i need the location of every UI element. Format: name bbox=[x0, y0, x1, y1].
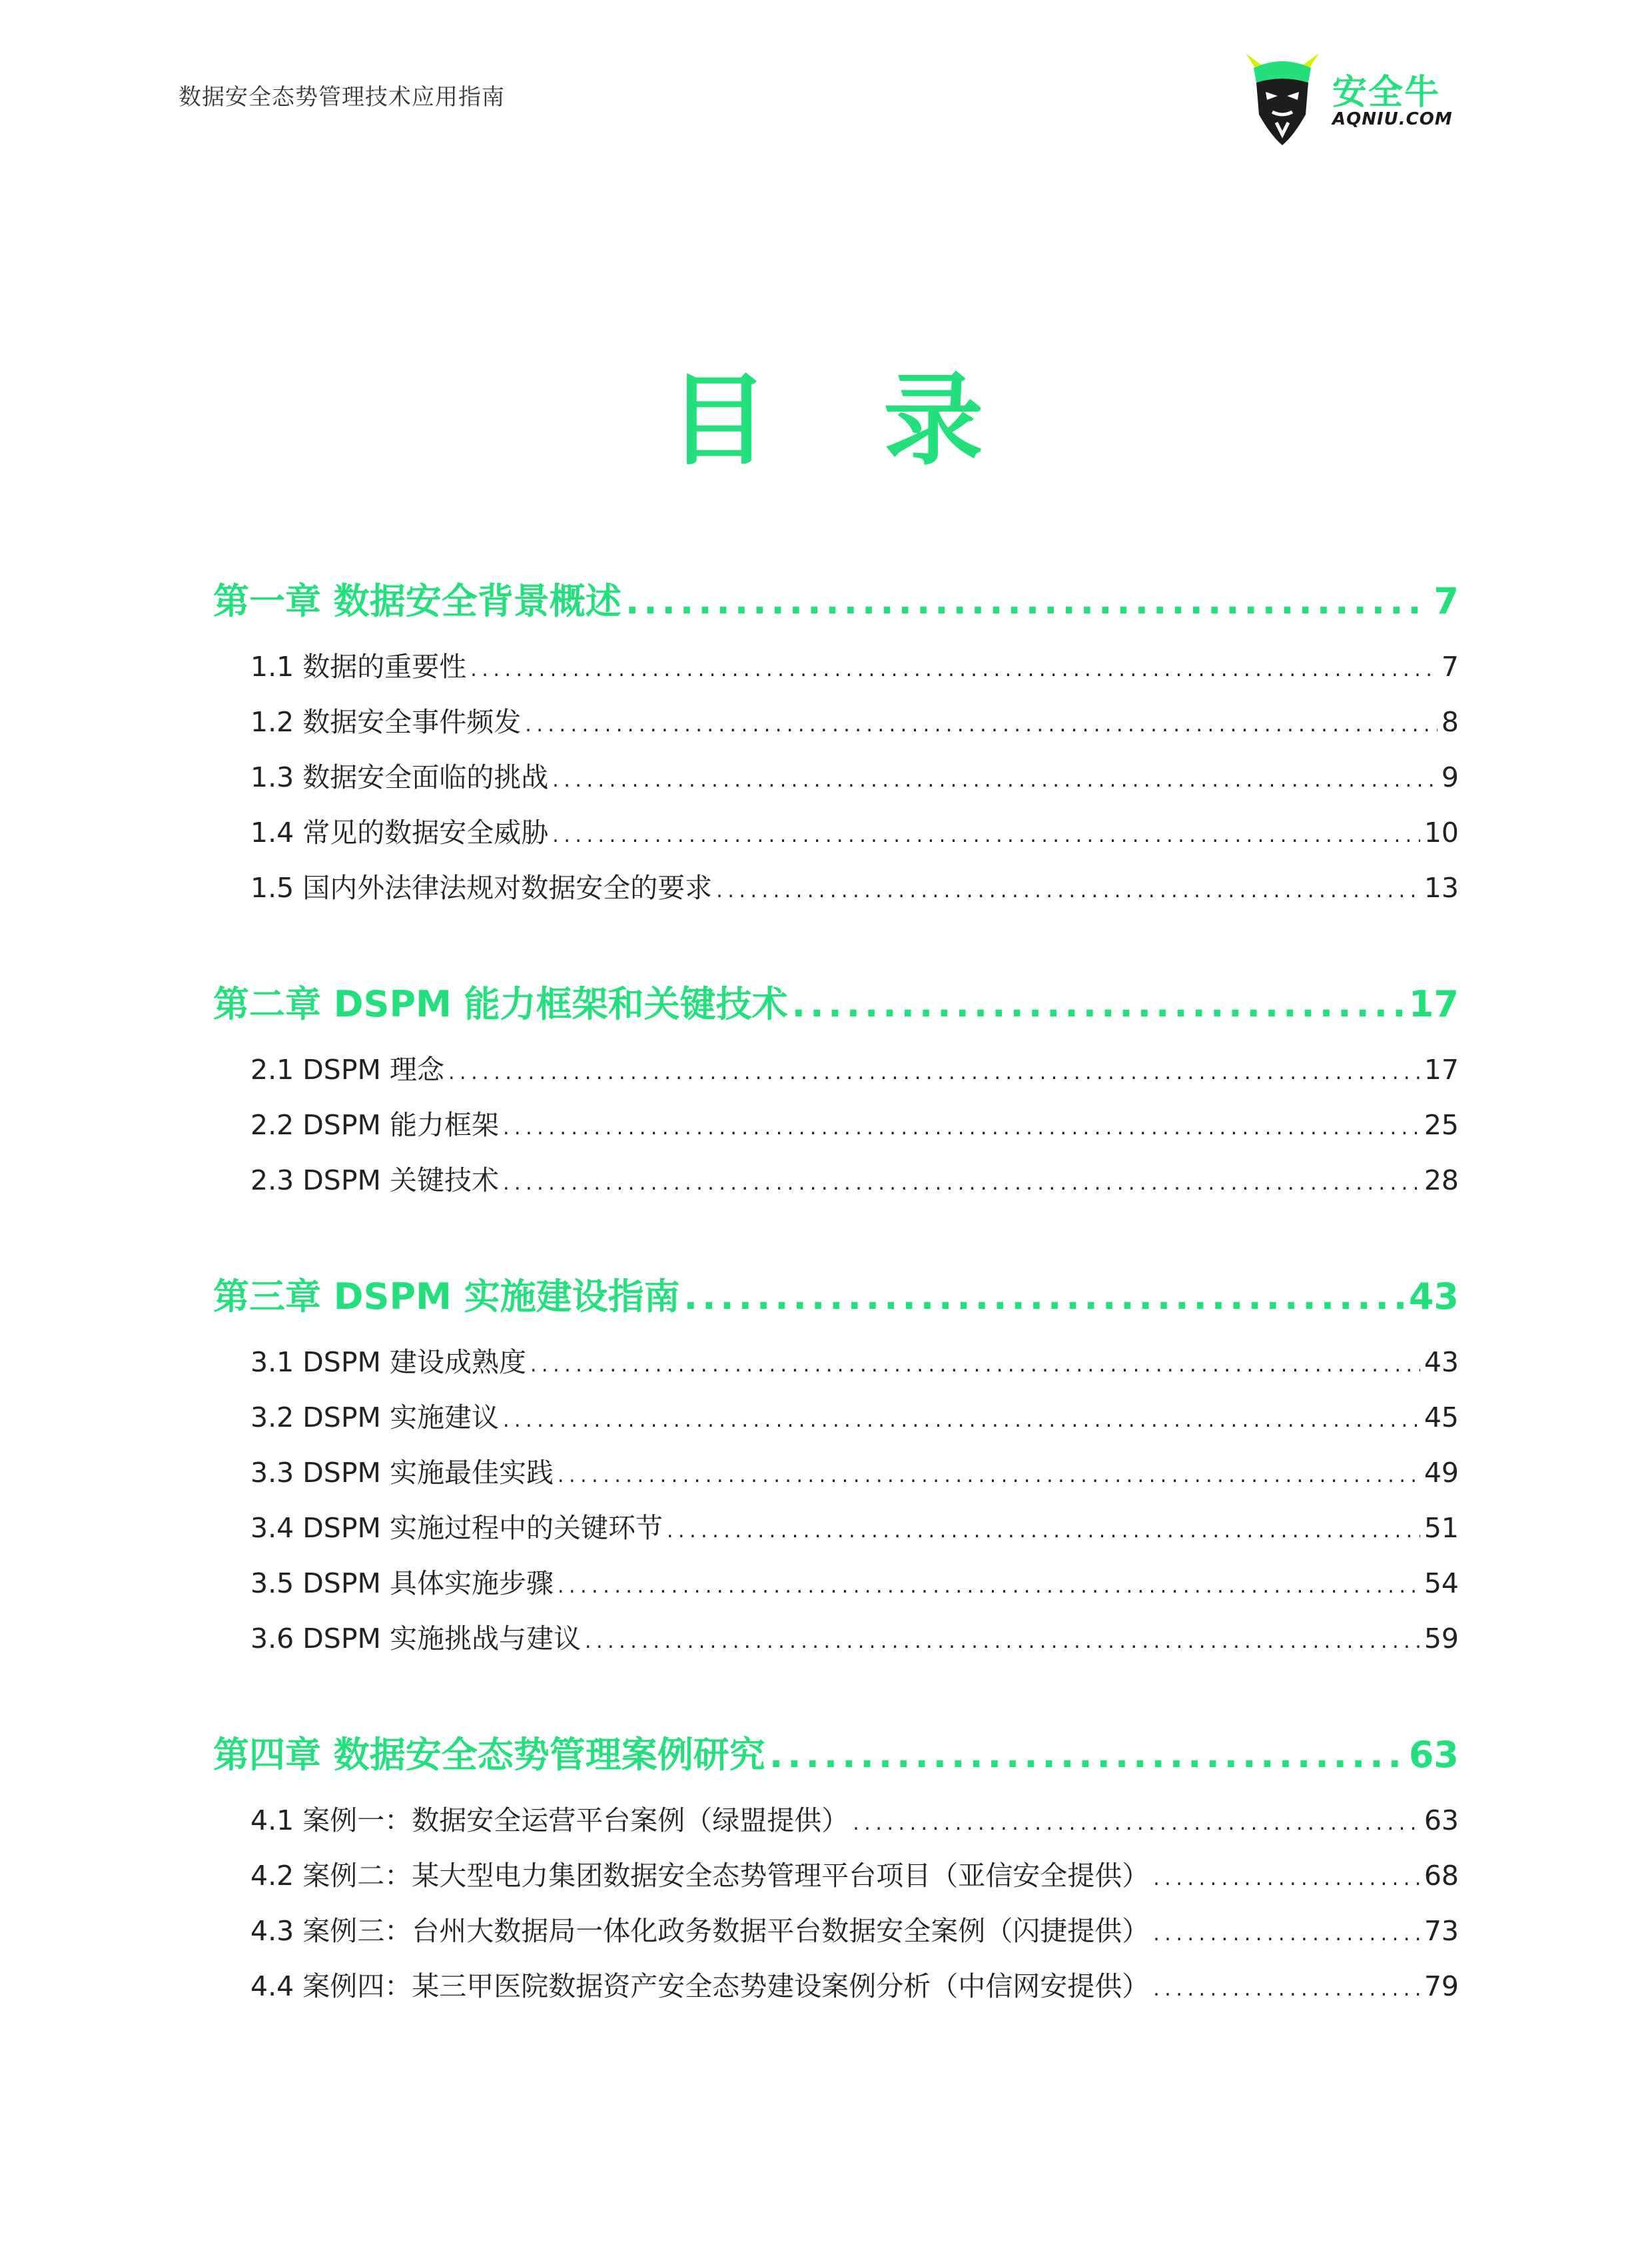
chapter-title: 第一章 数据安全背景概述 bbox=[213, 580, 621, 622]
section-page-number: 28 bbox=[1424, 1164, 1459, 1196]
dot-leader bbox=[448, 1061, 1420, 1084]
dot-leader bbox=[503, 1172, 1420, 1195]
toc-section-entry[interactable] bbox=[213, 866, 1459, 921]
section-page-number: 45 bbox=[1424, 1401, 1459, 1433]
section-page-number: 10 bbox=[1424, 817, 1459, 849]
toc-section-entry[interactable] bbox=[213, 755, 1459, 811]
section-title: 3.3 DSPM 实施最佳实践 bbox=[250, 1457, 554, 1489]
section-title: 2.3 DSPM 关键技术 bbox=[250, 1164, 499, 1196]
dot-leader bbox=[1153, 1922, 1420, 1946]
section-page-number: 79 bbox=[1424, 1970, 1459, 2002]
section-page-number: 9 bbox=[1441, 761, 1459, 793]
section-page-number: 43 bbox=[1424, 1346, 1459, 1378]
section-title: 1.5 国内外法律法规对数据安全的要求 bbox=[250, 872, 713, 904]
toc-chapter-entry[interactable] bbox=[213, 1268, 1459, 1325]
dot-leader bbox=[769, 1734, 1405, 1776]
section-title: 2.2 DSPM 能力框架 bbox=[250, 1109, 499, 1141]
toc-section-entry[interactable] bbox=[213, 1909, 1459, 1964]
section-page-number: 54 bbox=[1424, 1567, 1459, 1599]
section-page-number: 13 bbox=[1424, 872, 1459, 904]
section-title: 1.3 数据安全面临的挑战 bbox=[250, 761, 549, 793]
toc-chapter bbox=[213, 573, 1459, 921]
dot-leader bbox=[585, 1630, 1420, 1653]
chapter-title: 第二章 DSPM 能力框架和关键技术 bbox=[213, 983, 788, 1025]
chapter-page-number: 7 bbox=[1434, 580, 1459, 622]
toc-section-entry[interactable] bbox=[213, 645, 1459, 700]
section-page-number: 25 bbox=[1424, 1109, 1459, 1141]
toc-chapter-entry[interactable] bbox=[213, 573, 1459, 630]
toc-chapter bbox=[213, 1268, 1459, 1672]
toc-section-entry[interactable] bbox=[213, 1854, 1459, 1909]
dot-leader bbox=[625, 580, 1430, 622]
section-title: 1.4 常见的数据安全威胁 bbox=[250, 817, 549, 849]
dot-leader bbox=[558, 1464, 1420, 1487]
dot-leader bbox=[667, 1519, 1420, 1543]
dot-leader bbox=[470, 658, 1438, 681]
toc-section-entry[interactable] bbox=[213, 1561, 1459, 1617]
section-page-number: 63 bbox=[1424, 1804, 1459, 1836]
section-page-number: 73 bbox=[1424, 1915, 1459, 1947]
logo-text-cn: 安全牛 bbox=[1332, 73, 1441, 113]
dot-leader bbox=[1153, 1867, 1420, 1890]
toc-section-entry[interactable] bbox=[213, 700, 1459, 755]
toc-chapter bbox=[213, 1726, 1459, 2020]
toc-section-entry[interactable] bbox=[213, 1158, 1459, 1214]
toc-section-entry[interactable] bbox=[213, 1395, 1459, 1451]
section-title: 1.2 数据安全事件频发 bbox=[250, 706, 522, 738]
chapter-page-number: 17 bbox=[1408, 983, 1459, 1025]
section-page-number: 49 bbox=[1424, 1457, 1459, 1489]
chapter-title: 第四章 数据安全态势管理案例研究 bbox=[213, 1734, 765, 1776]
section-title: 4.4 案例四：某三甲医院数据资产安全态势建设案例分析（中信网安提供） bbox=[250, 1970, 1150, 2002]
page-title: 目 录 bbox=[668, 363, 1024, 479]
dot-leader bbox=[552, 824, 1420, 847]
table-of-contents bbox=[213, 573, 1459, 2074]
toc-section-entry[interactable] bbox=[213, 1451, 1459, 1506]
logo-text-en: AQNIU.COM bbox=[1332, 109, 1453, 129]
dot-leader bbox=[503, 1409, 1420, 1432]
toc-section-entry[interactable] bbox=[213, 1048, 1459, 1103]
section-title: 4.1 案例一：数据安全运营平台案例（绿盟提供） bbox=[250, 1804, 849, 1836]
dot-leader bbox=[525, 713, 1438, 737]
section-page-number: 17 bbox=[1424, 1054, 1459, 1086]
brand-logo bbox=[1239, 48, 1452, 148]
dot-leader bbox=[716, 879, 1420, 903]
toc-section-entry[interactable] bbox=[213, 1103, 1459, 1158]
section-title: 4.2 案例二：某大型电力集团数据安全态势管理平台项目（亚信安全提供） bbox=[250, 1860, 1150, 1892]
document-header-title: 数据安全态势管理技术应用指南 bbox=[179, 84, 505, 111]
toc-section-entry[interactable] bbox=[213, 1964, 1459, 2020]
dot-leader bbox=[558, 1575, 1420, 1598]
section-title: 2.1 DSPM 理念 bbox=[250, 1054, 444, 1086]
toc-chapter-entry[interactable] bbox=[213, 1726, 1459, 1784]
section-title: 3.6 DSPM 实施挑战与建议 bbox=[250, 1623, 581, 1655]
section-title: 1.1 数据的重要性 bbox=[250, 651, 467, 683]
toc-section-entry[interactable] bbox=[213, 1617, 1459, 1672]
toc-chapter-entry[interactable] bbox=[213, 976, 1459, 1033]
section-title: 3.1 DSPM 建设成熟度 bbox=[250, 1346, 526, 1378]
dot-leader bbox=[792, 983, 1405, 1025]
chapter-title: 第三章 DSPM 实施建设指南 bbox=[213, 1276, 680, 1317]
toc-section-entry[interactable] bbox=[213, 1798, 1459, 1854]
dot-leader bbox=[853, 1812, 1420, 1835]
dot-leader bbox=[530, 1353, 1420, 1377]
dot-leader bbox=[684, 1276, 1405, 1317]
section-page-number: 8 bbox=[1441, 706, 1459, 738]
toc-section-entry[interactable] bbox=[213, 811, 1459, 866]
section-page-number: 68 bbox=[1424, 1860, 1459, 1892]
section-title: 3.4 DSPM 实施过程中的关键环节 bbox=[250, 1512, 663, 1544]
toc-section-entry[interactable] bbox=[213, 1340, 1459, 1395]
section-page-number: 59 bbox=[1424, 1623, 1459, 1655]
dot-leader bbox=[503, 1116, 1420, 1140]
bull-mascot-icon bbox=[1239, 48, 1326, 148]
section-title: 3.5 DSPM 具体实施步骤 bbox=[250, 1567, 554, 1599]
section-title: 3.2 DSPM 实施建议 bbox=[250, 1401, 499, 1433]
toc-chapter bbox=[213, 976, 1459, 1214]
section-page-number: 7 bbox=[1441, 651, 1459, 683]
toc-section-entry[interactable] bbox=[213, 1506, 1459, 1561]
chapter-page-number: 43 bbox=[1408, 1276, 1459, 1317]
chapter-page-number: 63 bbox=[1408, 1734, 1459, 1776]
dot-leader bbox=[552, 769, 1438, 792]
section-page-number: 51 bbox=[1424, 1512, 1459, 1544]
section-title: 4.3 案例三：台州大数据局一体化政务数据平台数据安全案例（闪捷提供） bbox=[250, 1915, 1150, 1947]
dot-leader bbox=[1153, 1978, 1420, 2001]
